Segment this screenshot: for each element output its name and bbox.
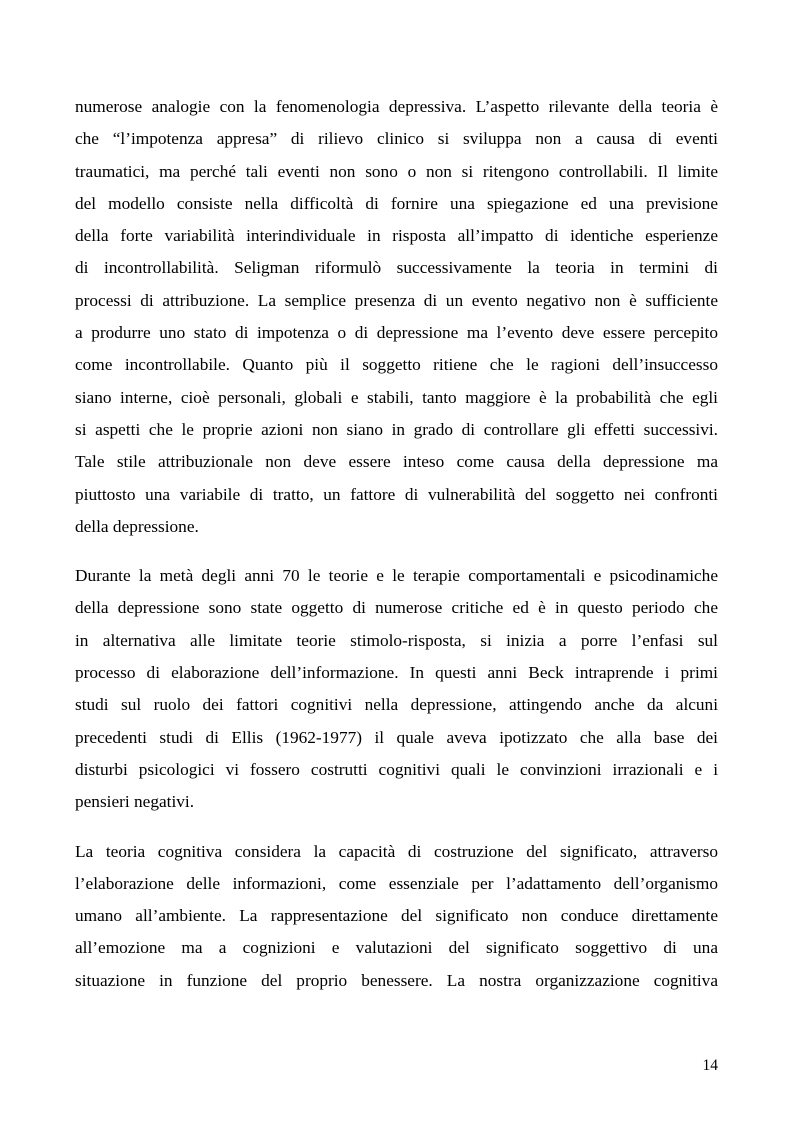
text-line: situazione in funzione del proprio benessere. La nostra organizzazione cognitiva — [75, 970, 718, 990]
text-line: a produrre uno stato di impotenza o di depressione ma l’evento deve essere percepito — [75, 323, 718, 343]
text-line: del modello consiste nella difficoltà di fornire una spiegazione ed una previsione — [75, 193, 718, 213]
text-line: Tale stile attribuzionale non deve essere inteso come causa della depressione ma — [75, 452, 718, 472]
text-line: della depressione sono state oggetto di numerose critiche ed è in questo periodo che — [75, 598, 718, 618]
text-line: umano all’ambiente. La rappresentazione del significato non conduce direttamente — [75, 906, 718, 926]
text-line: che “l’impotenza appresa” di rilievo clinico si sviluppa non a causa di eventi — [75, 129, 718, 149]
text-line: precedenti studi di Ellis (1962-1977) il quale aveva ipotizzato che alla base dei — [75, 727, 718, 747]
text-line: siano interne, cioè personali, globali e stabili, tanto maggiore è la probabilità che egli — [75, 387, 718, 407]
page-number: 14 — [702, 1057, 718, 1074]
paragraph-1 — [75, 91, 718, 543]
text-line: l’elaborazione delle informazioni, come essenziale per l’adattamento dell’organismo — [75, 873, 718, 893]
text-line: della depressione. — [75, 516, 199, 536]
text-line: all’emozione ma a cognizioni e valutazioni del significato soggettivo di una — [75, 938, 718, 958]
paragraph-3 — [75, 836, 718, 997]
text-line: come incontrollabile. Quanto più il soggetto ritiene che le ragioni dell’insuccesso — [75, 355, 718, 375]
text-line: numerose analogie con la fenomenologia depressiva. L’aspetto rilevante della teoria è — [75, 97, 718, 116]
text-line: studi sul ruolo dei fattori cognitivi nella depressione, attingendo anche da alcuni — [75, 695, 718, 715]
text-line: processi di attribuzione. La semplice presenza di un evento negativo non è sufficiente — [75, 290, 718, 310]
text-line: Durante la metà degli anni 70 le teorie e le terapie comportamentali e psicodinamiche — [75, 566, 718, 586]
text-line: di incontrollabilità. Seligman riformulò successivamente la teoria in termini di — [75, 258, 718, 278]
text-line: disturbi psicologici vi fossero costrutti cognitivi quali le convinzioni irrazionali e i — [75, 759, 718, 779]
text-line: processo di elaborazione dell’informazione. In questi anni Beck intraprende i primi — [75, 663, 718, 683]
paragraph-2 — [75, 560, 718, 818]
page-body — [75, 91, 718, 997]
text-line: traumatici, ma perché tali eventi non sono o non si ritengono controllabili. Il limite — [75, 161, 718, 181]
text-line: si aspetti che le proprie azioni non siano in grado di controllare gli effetti successivi. — [75, 419, 718, 439]
text-line: pensieri negativi. — [75, 792, 195, 812]
text-line: in alternativa alle limitate teorie stimolo-risposta, si inizia a porre l’enfasi sul — [75, 630, 718, 650]
text-line: piuttosto una variabile di tratto, un fattore di vulnerabilità del soggetto nei confronti — [75, 484, 718, 504]
text-line: La teoria cognitiva considera la capacità di costruzione del significato, attraverso — [75, 841, 718, 861]
text-line: della forte variabilità interindividuale in risposta all’impatto di identiche esperienze — [75, 226, 718, 246]
